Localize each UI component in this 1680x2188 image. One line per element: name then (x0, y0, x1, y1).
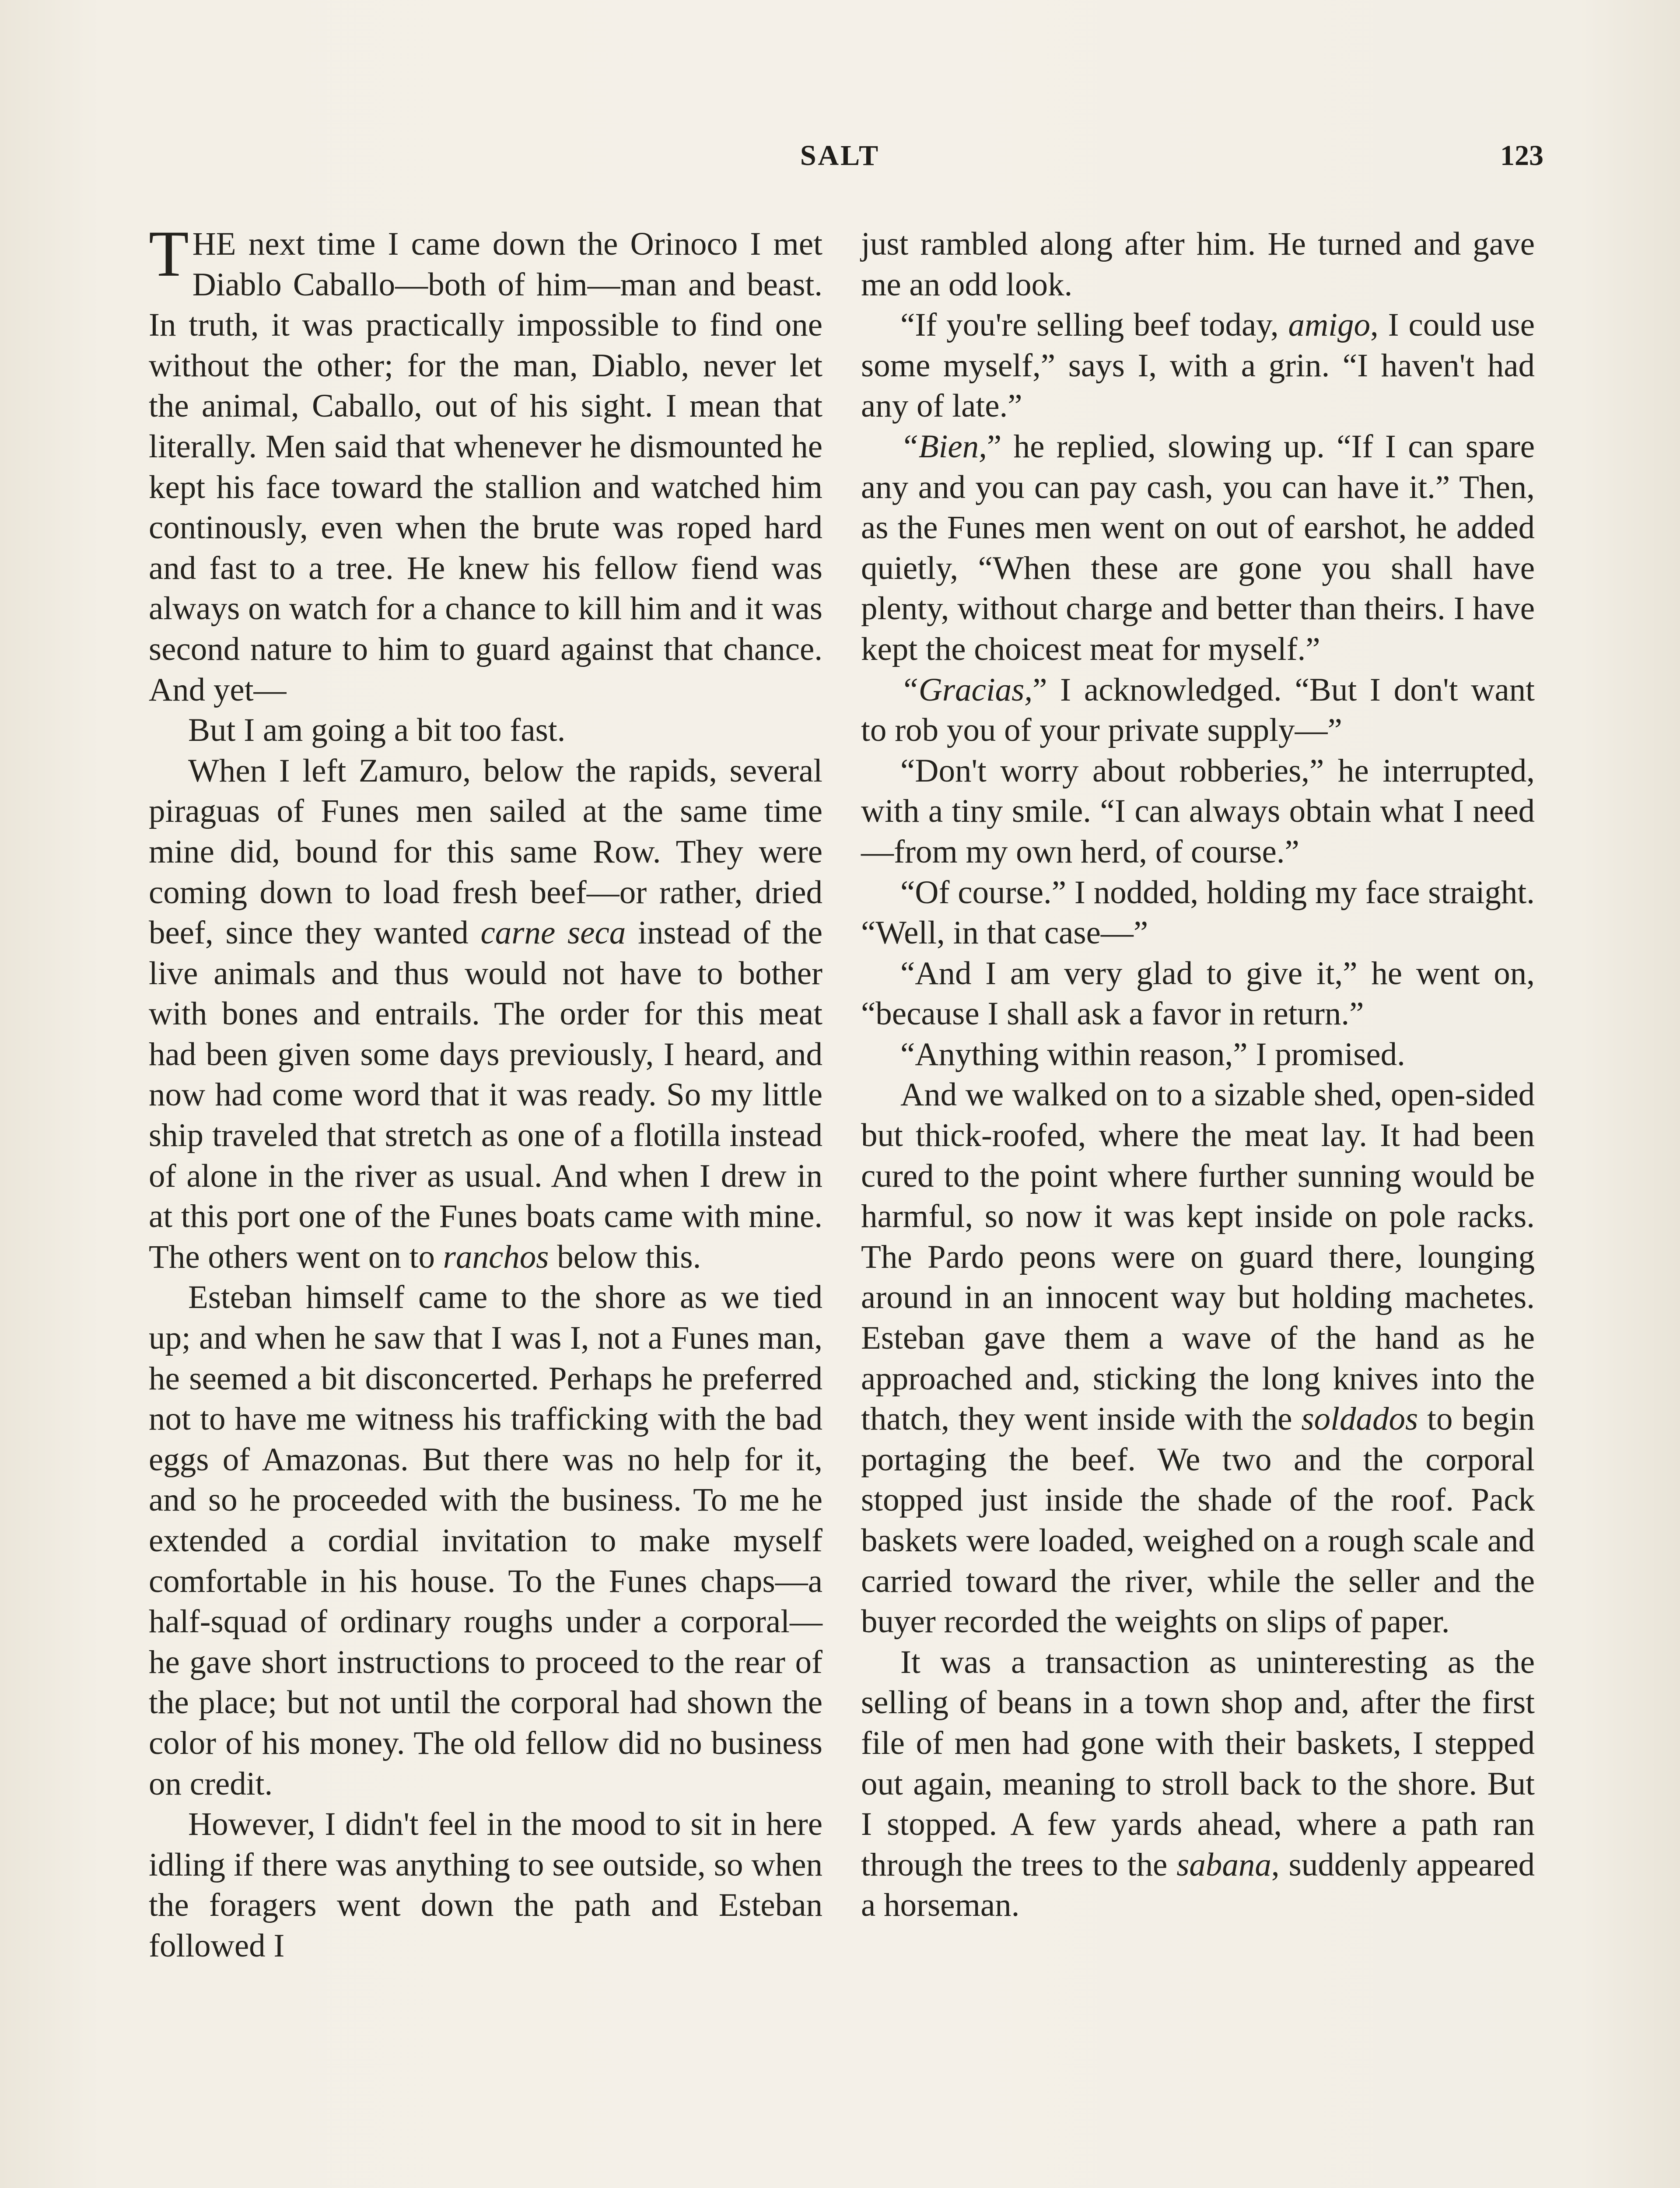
page-number: 123 (1500, 140, 1544, 172)
paragraph (861, 751, 1535, 873)
paragraph (861, 954, 1535, 1034)
paragraph-text: But I am going a bit too fast. (188, 712, 566, 749)
paragraph (861, 873, 1535, 954)
paragraph-text: “Don't worry about robberies,” he interrupted, with a tiny smile. “I can always obtain what I need—from my own herd, of course.” (861, 752, 1535, 870)
paragraph (861, 1075, 1535, 1642)
paragraph-text: to begin portaging the beef. We two and the corporal stopped just inside the shade of the roof. Pack baskets were loaded, weighed on a rough scale and carried toward the river, while the seller and the buyer recorded the weights on slips of paper. (861, 1401, 1535, 1640)
paragraph (861, 305, 1535, 427)
italic-text: amigo (1288, 307, 1370, 344)
paragraph-text: , I could use some myself,” says I, with a grin. “I haven't had any of late.” (861, 307, 1535, 424)
paragraph-text: However, I didn't feel in the mood to sit in here idling if there was anything to see outside, so when the foragers went down the path and Esteban followed I (149, 1806, 822, 1964)
paragraph-text: It was a transaction as uninteresting as the selling of beans in a town shop and, after the first file of men had gone with their baskets, I stepped out again, meaning to stroll back to the shore. But I stopped. A few yards ahead, where a path ran through the trees to the (861, 1644, 1535, 1883)
paragraph-text: “Of course.” I nodded, holding my face straight. “Well, in that case—” (861, 874, 1535, 951)
left-column (149, 217, 823, 1967)
paragraph (149, 1277, 822, 1804)
drop-cap: T (149, 217, 189, 290)
paragraph (861, 670, 1535, 751)
paragraph (861, 427, 1535, 670)
paragraph (861, 1034, 1535, 1075)
italic-text: ranchos (443, 1238, 549, 1275)
italic-text: soldados (1301, 1401, 1418, 1438)
paragraph-text: HE next time I came down the Orinoco I met Diablo Caballo—both of him—man and beast. In truth, it was practically impossible to find one without the other; for the man, Diablo, never let the animal, Caballo, out of his sight. I mean that literally. Men said that whenever he dismounted he kept his face toward the stallion and watched him continously, even when the brute was roped hard and fast to a tree. He knew his fellow fiend was always on watch for a chance to kill him and it was second nature to him to guard against that chance. And yet— (149, 226, 822, 708)
paragraph-text: just rambled along after him. He turned and gave me an odd look. (861, 226, 1535, 303)
paragraph-text: “And I am very glad to give it,” he went on, “because I shall ask a favor in return.” (861, 955, 1535, 1032)
paragraph-text: , suddenly appeared a horseman. (861, 1846, 1535, 1924)
page-header (0, 139, 1680, 179)
paragraph-text: ” he replied, slowing up. “If I can spare any and you can pay cash, you can have it.” Then, as the Funes men went on out of earshot, he added quietly, “When these are gone you shall have plenty, without charge and better than theirs. I have kept the choicest meat for myself.” (861, 428, 1535, 667)
paragraph-text: “Anything within reason,” I promised. (900, 1036, 1405, 1073)
paragraph (149, 710, 822, 751)
paragraph (861, 1642, 1535, 1926)
italic-text: “Gracias, (900, 671, 1033, 708)
right-column (861, 224, 1535, 1926)
paragraph (149, 1804, 822, 1966)
paragraph-text: Esteban himself came to the shore as we tied up; and when he saw that I was I, not a Funes man, he seemed a bit disconcerted. Perhaps he preferred not to have me witness his trafficking with the bad eggs of Amazonas. But there was no help for it, and so he proceeded with the business. To me he extended a cordial invitation to make myself comfortable in his house. To the Funes chaps—a half-squad of ordinary roughs under a corporal—he gave short instructions to proceed to the rear of the place; but not until the corporal had shown the color of his money. The old fellow did no business on credit. (149, 1279, 822, 1802)
paragraph-text: below this. (549, 1238, 701, 1275)
paragraph (861, 224, 1535, 305)
paragraph (149, 751, 822, 1278)
paragraph-text: “If you're selling beef today, (900, 307, 1288, 344)
paragraph-text: ” I acknowledged. “But I don't want to rob you of your private supply—” (861, 671, 1535, 749)
paragraph (149, 217, 822, 710)
paragraph-text: And we walked on to a sizable shed, open-sided but thick-roofed, where the meat lay. It had been cured to the point where further sunning would be harmful, so now it was kept inside on pole racks. The Pardo peons were on guard there, lounging around in an innocent way but holding machetes. Esteban gave them a wave of the hand as he approached and, sticking the long knives into the thatch, they went inside with the (861, 1076, 1535, 1438)
italic-text: “Bien, (900, 428, 987, 465)
italic-text: carne seca (480, 915, 626, 951)
italic-text: sabana (1176, 1846, 1271, 1883)
running-head: SALT (800, 140, 880, 172)
paragraph-text: instead of the live animals and thus would not have to bother with bones and entrails. The order for this meat had been given some days previously, I heard, and now had come word that it was ready. So my little ship traveled that stretch as one of a flotilla instead of alone in the river as usual. And when I drew in at this port one of the Funes boats came with mine. The others went on to (149, 915, 823, 1275)
paragraph-text: When I left Zamuro, below the rapids, several piraguas of Funes men sailed at the same time mine did, bound for this same Row. They were coming down to load fresh beef—or rather, dried beef, since they wanted (149, 752, 822, 951)
